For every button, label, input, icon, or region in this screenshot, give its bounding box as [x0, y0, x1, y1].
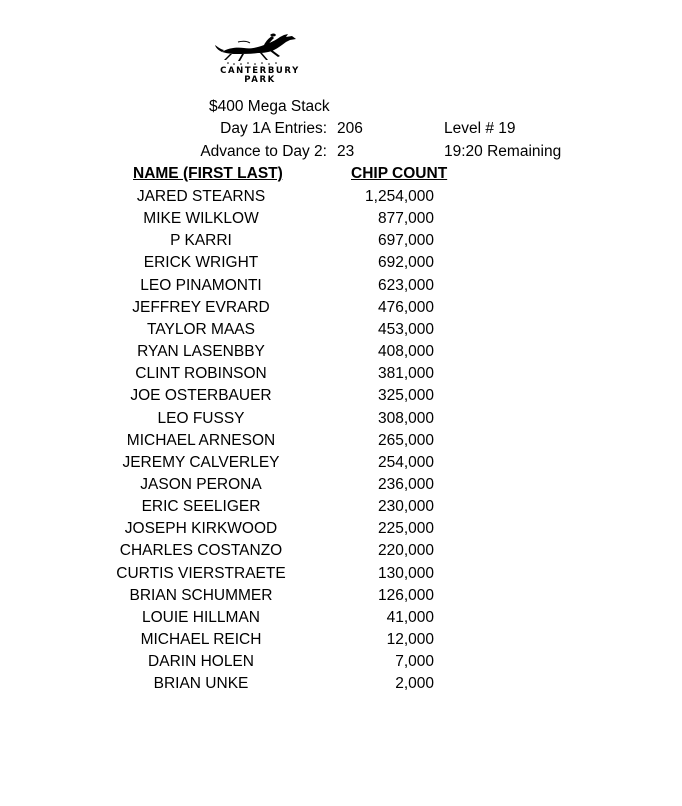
chip-count: 476,000 [377, 298, 434, 316]
player-name: BRIAN UNKE [153, 675, 249, 693]
player-name: TAYLOR MAAS [147, 320, 255, 338]
player-name: P KARRI [170, 232, 232, 250]
player-name: JOSEPH KIRKWOOD [124, 520, 278, 538]
chip-count: 308,000 [377, 409, 434, 427]
table-row [0, 297, 682, 319]
table-row [0, 275, 682, 297]
table-row [0, 518, 682, 540]
chip-count: 12,000 [386, 631, 434, 648]
table-row [0, 408, 682, 430]
player-name: RYAN LASENBBY [137, 343, 265, 361]
chip-count: 453,000 [377, 320, 434, 338]
player-name: CHARLES COSTANZO [119, 542, 283, 560]
entries-label: Day 1A Entries: [220, 120, 327, 137]
level-label: Level # 19 [444, 120, 516, 137]
player-name: MIKE WILKLOW [143, 210, 259, 228]
table-row [0, 496, 682, 518]
chip-count: 254,000 [377, 453, 434, 471]
player-name: ERICK WRIGHT [143, 254, 259, 272]
table-row [0, 341, 682, 363]
chip-count: 381,000 [377, 365, 434, 383]
chip-count: 623,000 [377, 276, 434, 294]
name-column-header: NAME (FIRST LAST) [133, 165, 283, 182]
player-name: CLINT ROBINSON [135, 365, 267, 383]
table-row [0, 540, 682, 562]
table-row [0, 629, 682, 651]
table-row [0, 319, 682, 341]
chip-count: 126,000 [377, 586, 434, 604]
entries-value: 206 [337, 120, 363, 137]
player-name: DARIN HOLEN [148, 653, 254, 671]
table-row [0, 208, 682, 230]
chip-count: 325,000 [377, 387, 434, 405]
chip-count: 265,000 [377, 431, 434, 449]
table-row [0, 452, 682, 474]
table-row [0, 563, 682, 585]
canterbury-park-logo [210, 30, 310, 88]
player-name: JEFFREY EVRARD [132, 298, 270, 316]
advance-value: 23 [337, 143, 355, 160]
player-name: LOUIE HILLMAN [141, 608, 260, 626]
player-name: JOE OSTERBAUER [130, 387, 272, 405]
table-row [0, 430, 682, 452]
chip-count: 1,254,000 [365, 188, 434, 205]
table-row [0, 363, 682, 385]
player-name: MICHAEL REICH [140, 631, 262, 648]
logo-line-2: PARK [244, 75, 276, 85]
player-name: LEO PINAMONTI [140, 276, 262, 294]
chip-count: 236,000 [377, 475, 434, 493]
chip-count: 220,000 [377, 542, 434, 560]
player-name: LEO FUSSY [157, 409, 245, 427]
table-row [0, 673, 682, 695]
chip-count: 7,000 [395, 653, 434, 671]
player-name: CURTIS VIERSTRAETE [116, 564, 286, 582]
player-name: ERIC SEELIGER [141, 498, 261, 516]
chip-count: 225,000 [377, 520, 434, 538]
chip-count: 41,000 [386, 608, 434, 626]
table-row [0, 186, 682, 208]
logo-line-1: CANTERBURY [220, 66, 300, 76]
chip-count: 697,000 [377, 232, 434, 250]
player-name: BRIAN SCHUMMER [129, 586, 273, 604]
table-row [0, 607, 682, 629]
chip-count: 130,000 [377, 564, 434, 582]
player-name: JARED STEARNS [136, 188, 266, 205]
chip-count-column-header: CHIP COUNT [351, 165, 448, 182]
event-title: $400 Mega Stack [209, 98, 330, 115]
table-row [0, 585, 682, 607]
table-row [0, 385, 682, 407]
advance-label: Advance to Day 2: [200, 143, 327, 160]
chip-count: 877,000 [377, 210, 434, 228]
time-remaining: 19:20 Remaining [444, 143, 562, 160]
player-name: MICHAEL ARNESON [126, 431, 276, 449]
table-row [0, 230, 682, 252]
table-row [0, 474, 682, 496]
chip-count: 230,000 [377, 498, 434, 516]
table-row [0, 651, 682, 673]
chip-count: 408,000 [377, 343, 434, 361]
player-name: JASON PERONA [140, 475, 262, 493]
table-row [0, 252, 682, 274]
chip-count: 2,000 [395, 675, 434, 693]
chip-count: 692,000 [377, 254, 434, 272]
horse-racing-icon [214, 30, 306, 68]
player-name: JEREMY CALVERLEY [122, 453, 280, 471]
